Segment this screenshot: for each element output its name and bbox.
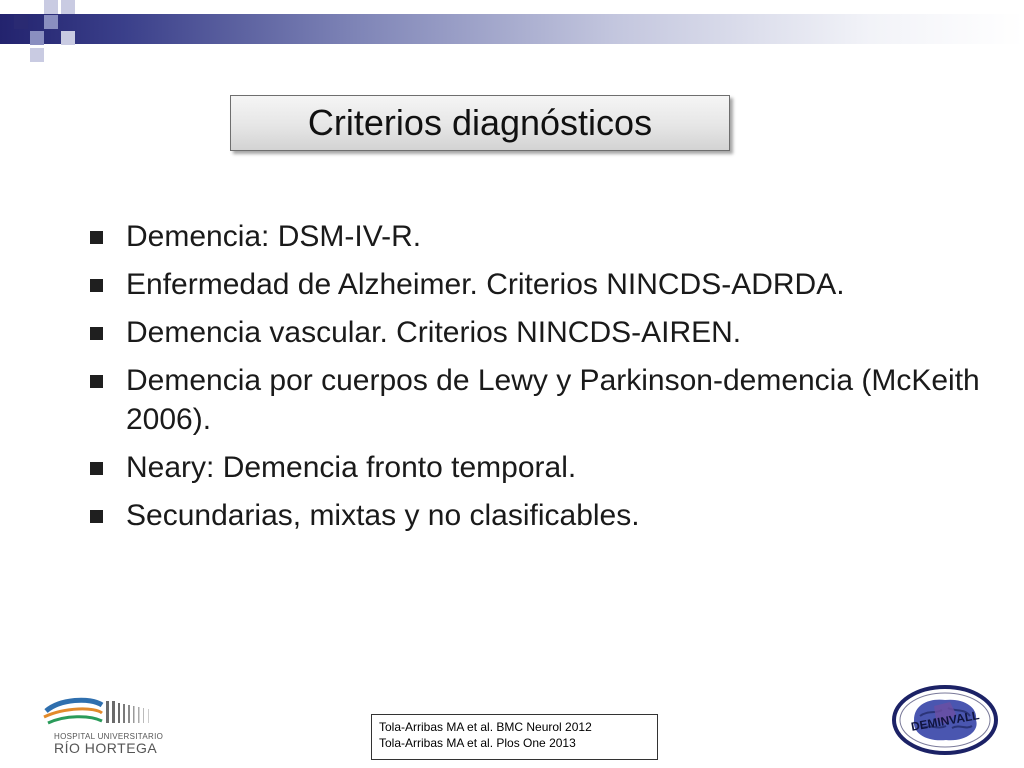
bullet-list [88, 217, 988, 544]
deminvall-logo-text: DEMINVALL [909, 708, 981, 734]
hospital-logo-mark-icon [40, 695, 190, 731]
list-item-text: Secundarias, mixtas y no clasificables. [126, 499, 640, 532]
list-item [88, 313, 988, 352]
list-item-text: Demencia vascular. Criterios NINCDS-AIREN. [126, 316, 742, 349]
list-item [88, 265, 988, 304]
list-item [88, 448, 988, 487]
brain-logo-icon [890, 684, 1000, 756]
hospital-logo [40, 695, 190, 757]
list-item-text: Enfermedad de Alzheimer. Criterios NINCDS-ADRDA. [126, 268, 845, 301]
slide-title: Criterios diagnósticos [307, 102, 653, 143]
list-item [88, 217, 988, 256]
slide-title-box [230, 95, 730, 151]
deminvall-logo [890, 684, 1000, 756]
square-bullet-icon [90, 375, 103, 388]
square-bullet-icon [90, 462, 103, 475]
square-bullet-icon [90, 510, 103, 523]
square-bullet-icon [90, 279, 103, 292]
header-gradient-band [0, 14, 1024, 44]
square-bullet-icon [90, 231, 103, 244]
list-item-text: Demencia: DSM-IV-R. [126, 220, 422, 253]
square-bullet-icon [90, 327, 103, 340]
hospital-logo-subtitle: HOSPITAL UNIVERSITARIO [54, 732, 164, 741]
list-item-text: Neary: Demencia fronto temporal. [126, 451, 577, 484]
list-item [88, 496, 988, 535]
references-box [371, 714, 658, 760]
reference-line: Tola-Arribas MA et al. BMC Neurol 2012 [379, 720, 592, 734]
hospital-logo-name: RÍO HORTEGA [54, 740, 158, 756]
list-item-text: Demencia por cuerpos de Lewy y Parkinson-demencia (McKeith 2006). [126, 364, 980, 436]
list-item [88, 361, 988, 439]
reference-line: Tola-Arribas MA et al. Plos One 2013 [379, 736, 576, 750]
